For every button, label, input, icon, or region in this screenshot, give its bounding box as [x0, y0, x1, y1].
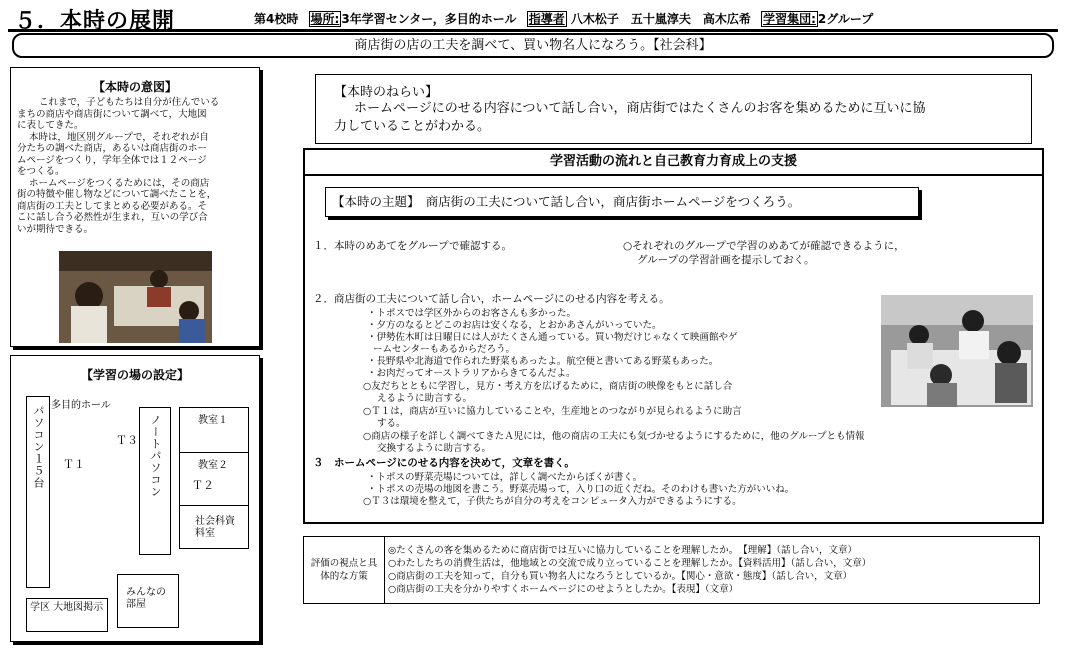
minna-area [117, 574, 179, 628]
classroom-photo [59, 251, 212, 343]
evaluation-row: ○商店街の工夫を分かりやすくホームページにのせようとしたか。【表現】（文章） [388, 584, 739, 595]
step2-item: ・お肉だってオーストラリアからきてるんだよ。 [367, 368, 576, 379]
step3-item: ・トポスの売場の地図を書こう。野菜売場って，入り口の近くだね。そのわけも書いた方がいいね。 [367, 484, 795, 495]
t1-label: Ｔ１ [63, 458, 85, 471]
intent-line: 分たちの調べた商店，あるいは商店街のホー [17, 143, 208, 154]
intent-title: 【本時の意図】 [92, 80, 177, 94]
discussion-photo-art [881, 295, 1033, 407]
room1-label: 教室１ [198, 415, 228, 426]
theme-text: 【本時の主題】 商店街の工夫について話し合い，商店街ホームページをつくろう。 [332, 194, 801, 209]
intent-line: これまで，子どもたちは自分が住んでいる [39, 97, 220, 108]
notepc-label: ノートパソコン [149, 414, 162, 498]
step2-item: ・長野県や北海道で作られた野菜もあったよ。航空便と書いてある野菜もあった。 [367, 356, 719, 367]
step2-support: する。 [377, 418, 406, 429]
step2-support: ○友だちとともに学習し，見方・考え方を広げるために，商店街の映像をもとに話し合 [363, 381, 733, 392]
notepc-area [139, 407, 171, 555]
aim-line-1: ホームページにのせる内容について話し合い，商店街ではたくさんのお客を集めるために互いに協 [354, 101, 926, 116]
discussion-photo [881, 295, 1033, 407]
flow-box [303, 148, 1044, 524]
room2-area [179, 452, 249, 506]
step2-support: ○商店の様子を詳しく調べてきたＡ児には，他の商店の工夫にも気づかせるようにするために，他のグループとも情報 [363, 431, 865, 442]
step2-support: ○Ｔ１は，商店が互いに協力していることや，生産地とのつながりが見られるように助言 [363, 406, 742, 417]
minna-label: みんなの部屋 [126, 587, 166, 610]
step3-support: ○Ｔ３は環境を整えて，子供たちが自分の考えをコンピュータ入力ができるようにする。 [363, 496, 742, 507]
evaluation-row: ○わたしたちの消費生活は，他地域との交流で成り立っていることを理解したか。【資料活用】（話し合い，文章） [388, 558, 872, 569]
aim-label: 【本時のねらい】 [334, 85, 439, 100]
header-rule [8, 29, 1058, 32]
t3-label: Ｔ３ [116, 434, 138, 447]
intent-line: をつくる。 [17, 166, 65, 177]
step2-support: 交換するように助言する。 [377, 443, 492, 454]
evaluation-label: 評価の視点と具体的な方策 [304, 537, 385, 604]
intent-line: 街の特徴や催し物などについて調べたことを， [17, 189, 217, 200]
lesson-meta [254, 10, 873, 27]
intent-line: いが期待できる。 [17, 223, 94, 235]
support-1a: ○それぞれのグループで学習のめあてが確認できるように， [623, 240, 905, 252]
flow-header: 学習活動の流れと自己教育力育成上の支援 [305, 150, 1042, 176]
room2-label: 教室２ [198, 460, 228, 471]
evaluation-criteria [385, 537, 1040, 604]
step-3: ３ ホームページにのせる内容を決めて，文章を書く。 [313, 457, 575, 469]
place-setup-title: 【学習の場の設定】 [80, 368, 189, 382]
evaluation-row: ○商店街の工夫を知って，自分も買い物名人になろうとしているか。【関心・意欲・態度】（話し合い，文章） [388, 571, 853, 582]
support-1b: グループの学習計画を提示しておく。 [637, 254, 815, 266]
intent-line: 商店街の工夫としてまとめる必要がある。そ [17, 200, 208, 212]
step2-item: ームセンターもあるからだろう。 [373, 344, 516, 355]
intent-line: に表してきた。 [17, 120, 84, 131]
page-title: ５．本時の展開 [14, 9, 176, 34]
intent-line: まちの商店や商店街について調べて，大地図 [17, 108, 207, 120]
evaluation-table [303, 536, 1040, 604]
intent-text [17, 97, 255, 235]
step3-item: ・トポスの野菜売場については，詳しく調べたからぼくが書く。 [367, 472, 643, 483]
intent-line: 本時は，地区別グループで，それぞれが自 [29, 131, 209, 143]
step-2: ２．商店街の工夫について話し合い，ホームページにのせる内容を考える。 [313, 293, 670, 305]
place-label: 場所: [310, 12, 340, 26]
pc15-label: パソコン１５台 [32, 405, 45, 489]
evaluation-box [303, 536, 1040, 604]
step2-item: ・伊勢佐木町は日曜日には人がたくさん通っている。買い物だけじゃなくて映画館やゲ [367, 332, 738, 343]
group-label: 学習集団: [763, 12, 816, 26]
hall-label: 多目的ホール [51, 400, 111, 411]
classroom-photo-art [59, 251, 212, 343]
step-1: １．本時のめあてをグループで確認する。 [313, 240, 512, 252]
period: 第4校時 [254, 12, 299, 26]
t2-label: Ｔ２ [192, 479, 214, 492]
teachers: 八木松子 五十嵐淳夫 高木広希 [570, 12, 751, 26]
place-setup-box [10, 355, 260, 642]
aim-line-2: 力していることがわかる。 [334, 119, 491, 134]
group: 2グループ [817, 12, 874, 26]
step2-support: えるように助言する。 [377, 393, 473, 404]
bigmap-label: 学区 大地図掲示 [30, 602, 104, 613]
bigmap-area [26, 598, 108, 632]
pc15-area [26, 396, 50, 588]
room1-area [179, 407, 249, 454]
social-label: 社会科資料室 [195, 516, 235, 539]
intent-line: ホームページをつくるためには，その商店 [29, 177, 210, 189]
intent-line: こに話し合う必然性が生まれ，互いの学び合 [17, 212, 208, 223]
evaluation-row: ◎たくさんの客を集めるために商店街では互いに協力していることを理解したか。 【理解】（話し合い，文章） [388, 545, 858, 556]
theme-box [325, 187, 919, 217]
aim-box [315, 74, 1032, 144]
step2-item: ・夕方のなるとどこのお店は安くなる，とおかあさんがいっていた。 [367, 320, 662, 331]
step2-item: ・トポスでは学区外からのお客さんも多かった。 [367, 308, 577, 319]
unit-banner: 商店街の店の工夫を調べて、買い物名人になろう。【社会科】 [12, 33, 1054, 58]
intent-box [10, 67, 260, 347]
place: 3年学習センター，多目的ホール [341, 12, 517, 26]
teacher-label: 指導者 [528, 12, 565, 26]
intent-line: ムページをつくり，学年全体では１２ページ [17, 154, 207, 166]
